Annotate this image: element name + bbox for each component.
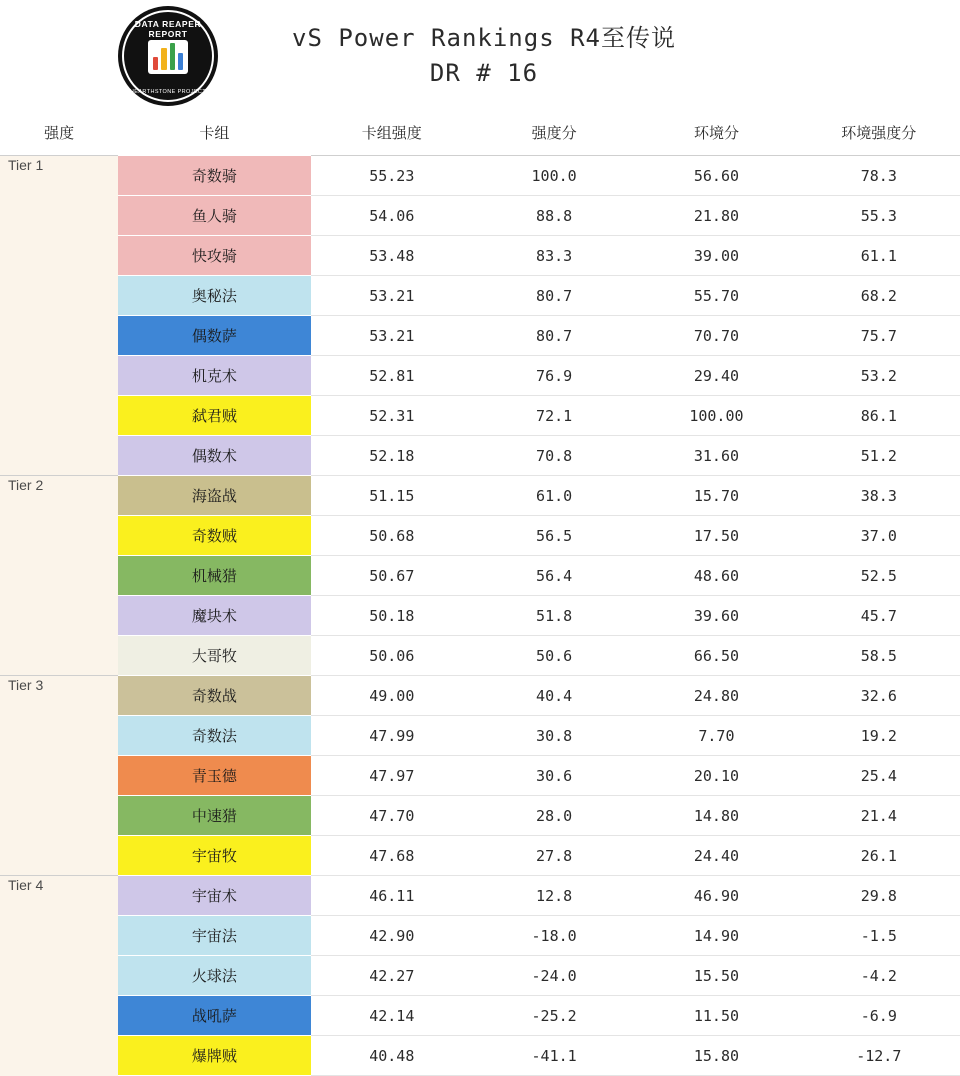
bar-1 xyxy=(153,57,158,70)
table-row xyxy=(0,436,960,476)
deck-name-cell: 奇数法 xyxy=(118,716,310,756)
cell-deck-power: 51.15 xyxy=(311,476,473,516)
cell-meta-power-score: 86.1 xyxy=(798,396,960,436)
table-row xyxy=(0,876,960,916)
table-row xyxy=(0,916,960,956)
table-header xyxy=(0,112,960,156)
table-row xyxy=(0,196,960,236)
cell-deck-power: 47.97 xyxy=(311,756,473,796)
cell-meta-score: 7.70 xyxy=(635,716,797,756)
deck-name-cell: 青玉德 xyxy=(118,756,310,796)
tier-label: Tier 3 xyxy=(0,676,118,876)
cell-power-score: -25.2 xyxy=(473,996,635,1036)
cell-deck-power: 47.68 xyxy=(311,836,473,876)
deck-name-cell: 奇数战 xyxy=(118,676,310,716)
cell-meta-power-score: 38.3 xyxy=(798,476,960,516)
col-header-tier: 强度 xyxy=(0,112,118,156)
cell-meta-power-score: 21.4 xyxy=(798,796,960,836)
col-header-deck: 卡组 xyxy=(118,112,310,156)
cell-deck-power: 40.48 xyxy=(311,1036,473,1076)
title-line-2: DR # 16 xyxy=(429,59,539,87)
cell-meta-power-score: 51.2 xyxy=(798,436,960,476)
title-line-1: vS Power Rankings R4至传说 xyxy=(292,24,676,53)
table-row xyxy=(0,356,960,396)
cell-meta-power-score: 45.7 xyxy=(798,596,960,636)
deck-name-cell: 宇宙牧 xyxy=(118,836,310,876)
table-row xyxy=(0,676,960,716)
cell-meta-score: 39.60 xyxy=(635,596,797,636)
cell-power-score: 72.1 xyxy=(473,396,635,436)
cell-deck-power: 47.70 xyxy=(311,796,473,836)
page-title xyxy=(292,21,676,91)
cell-power-score: 30.8 xyxy=(473,716,635,756)
col-header-meta-score: 环境分 xyxy=(635,112,797,156)
deck-name-cell: 机械猎 xyxy=(118,556,310,596)
cell-meta-score: 21.80 xyxy=(635,196,797,236)
cell-deck-power: 47.99 xyxy=(311,716,473,756)
cell-deck-power: 52.31 xyxy=(311,396,473,436)
table-row xyxy=(0,276,960,316)
cell-power-score: 56.5 xyxy=(473,516,635,556)
deck-name-cell: 宇宙法 xyxy=(118,916,310,956)
cell-meta-score: 14.90 xyxy=(635,916,797,956)
table-row xyxy=(0,516,960,556)
cell-deck-power: 50.06 xyxy=(311,636,473,676)
cell-power-score: 61.0 xyxy=(473,476,635,516)
data-reaper-report-logo xyxy=(118,6,218,106)
table-row xyxy=(0,716,960,756)
table-row xyxy=(0,556,960,596)
cell-power-score: -18.0 xyxy=(473,916,635,956)
cell-meta-power-score: 53.2 xyxy=(798,356,960,396)
deck-name-cell: 鱼人骑 xyxy=(118,196,310,236)
bar-2 xyxy=(161,48,166,70)
cell-power-score: 27.8 xyxy=(473,836,635,876)
header-row xyxy=(0,112,960,156)
logo-bottom-text: HEARTHSTONE PROJECT xyxy=(129,89,207,95)
cell-deck-power: 50.68 xyxy=(311,516,473,556)
deck-name-cell: 机克术 xyxy=(118,356,310,396)
cell-meta-score: 24.40 xyxy=(635,836,797,876)
cell-meta-power-score: 32.6 xyxy=(798,676,960,716)
cell-power-score: 70.8 xyxy=(473,436,635,476)
cell-deck-power: 53.21 xyxy=(311,276,473,316)
cell-meta-power-score: 61.1 xyxy=(798,236,960,276)
cell-meta-score: 20.10 xyxy=(635,756,797,796)
cell-meta-score: 70.70 xyxy=(635,316,797,356)
deck-name-cell: 魔块术 xyxy=(118,596,310,636)
cell-power-score: 83.3 xyxy=(473,236,635,276)
deck-name-cell: 战吼萨 xyxy=(118,996,310,1036)
cell-meta-score: 15.80 xyxy=(635,1036,797,1076)
cell-power-score: 56.4 xyxy=(473,556,635,596)
cell-power-score: 88.8 xyxy=(473,196,635,236)
cell-deck-power: 42.90 xyxy=(311,916,473,956)
cell-meta-score: 15.70 xyxy=(635,476,797,516)
cell-deck-power: 55.23 xyxy=(311,156,473,196)
cell-meta-power-score: 75.7 xyxy=(798,316,960,356)
deck-name-cell: 火球法 xyxy=(118,956,310,996)
table-row xyxy=(0,156,960,196)
cell-deck-power: 52.18 xyxy=(311,436,473,476)
cell-meta-score: 66.50 xyxy=(635,636,797,676)
cell-meta-score: 11.50 xyxy=(635,996,797,1036)
cell-power-score: -24.0 xyxy=(473,956,635,996)
cell-power-score: 80.7 xyxy=(473,276,635,316)
deck-name-cell: 奥秘法 xyxy=(118,276,310,316)
cell-meta-score: 17.50 xyxy=(635,516,797,556)
table-row xyxy=(0,236,960,276)
bar-3 xyxy=(170,43,175,70)
table-row xyxy=(0,596,960,636)
cell-power-score: 12.8 xyxy=(473,876,635,916)
cell-meta-power-score: -1.5 xyxy=(798,916,960,956)
cell-power-score: 40.4 xyxy=(473,676,635,716)
cell-meta-power-score: -12.7 xyxy=(798,1036,960,1076)
cell-meta-score: 48.60 xyxy=(635,556,797,596)
cell-meta-power-score: 55.3 xyxy=(798,196,960,236)
tier-label: Tier 4 xyxy=(0,876,118,1076)
cell-meta-power-score: -4.2 xyxy=(798,956,960,996)
deck-name-cell: 海盗战 xyxy=(118,476,310,516)
table-body xyxy=(0,156,960,1076)
cell-meta-score: 14.80 xyxy=(635,796,797,836)
table-row xyxy=(0,316,960,356)
table-row xyxy=(0,636,960,676)
cell-power-score: -41.1 xyxy=(473,1036,635,1076)
tier-label: Tier 2 xyxy=(0,476,118,676)
deck-name-cell: 宇宙术 xyxy=(118,876,310,916)
cell-meta-score: 24.80 xyxy=(635,676,797,716)
cell-power-score: 100.0 xyxy=(473,156,635,196)
report-header xyxy=(0,0,960,112)
cell-deck-power: 53.21 xyxy=(311,316,473,356)
cell-meta-score: 56.60 xyxy=(635,156,797,196)
table-row xyxy=(0,756,960,796)
table-row xyxy=(0,796,960,836)
table-row xyxy=(0,836,960,876)
cell-deck-power: 53.48 xyxy=(311,236,473,276)
cell-meta-score: 15.50 xyxy=(635,956,797,996)
cell-meta-power-score: 25.4 xyxy=(798,756,960,796)
cell-power-score: 30.6 xyxy=(473,756,635,796)
deck-name-cell: 奇数贼 xyxy=(118,516,310,556)
cell-meta-score: 31.60 xyxy=(635,436,797,476)
deck-name-cell: 弑君贼 xyxy=(118,396,310,436)
tier-label: Tier 1 xyxy=(0,156,118,476)
cell-meta-score: 46.90 xyxy=(635,876,797,916)
cell-power-score: 50.6 xyxy=(473,636,635,676)
cell-meta-power-score: 37.0 xyxy=(798,516,960,556)
cell-deck-power: 50.67 xyxy=(311,556,473,596)
col-header-deck-power: 卡组强度 xyxy=(311,112,473,156)
deck-name-cell: 奇数骑 xyxy=(118,156,310,196)
table-row xyxy=(0,996,960,1036)
deck-name-cell: 偶数萨 xyxy=(118,316,310,356)
cell-deck-power: 54.06 xyxy=(311,196,473,236)
cell-meta-score: 39.00 xyxy=(635,236,797,276)
table-row xyxy=(0,1036,960,1076)
deck-name-cell: 偶数术 xyxy=(118,436,310,476)
cell-meta-power-score: 29.8 xyxy=(798,876,960,916)
col-header-power-score: 强度分 xyxy=(473,112,635,156)
cell-deck-power: 50.18 xyxy=(311,596,473,636)
cell-meta-power-score: 78.3 xyxy=(798,156,960,196)
power-rankings-table xyxy=(0,112,960,1076)
cell-meta-power-score: -6.9 xyxy=(798,996,960,1036)
table-row xyxy=(0,956,960,996)
cell-meta-power-score: 58.5 xyxy=(798,636,960,676)
cell-meta-score: 55.70 xyxy=(635,276,797,316)
deck-name-cell: 中速猎 xyxy=(118,796,310,836)
cell-deck-power: 42.27 xyxy=(311,956,473,996)
cell-deck-power: 42.14 xyxy=(311,996,473,1036)
cell-deck-power: 46.11 xyxy=(311,876,473,916)
cell-meta-power-score: 52.5 xyxy=(798,556,960,596)
cell-power-score: 76.9 xyxy=(473,356,635,396)
deck-name-cell: 爆牌贼 xyxy=(118,1036,310,1076)
cell-deck-power: 52.81 xyxy=(311,356,473,396)
cell-deck-power: 49.00 xyxy=(311,676,473,716)
cell-meta-score: 29.40 xyxy=(635,356,797,396)
col-header-meta-power-score: 环境强度分 xyxy=(798,112,960,156)
cell-meta-power-score: 26.1 xyxy=(798,836,960,876)
cell-meta-power-score: 68.2 xyxy=(798,276,960,316)
cell-power-score: 51.8 xyxy=(473,596,635,636)
deck-name-cell: 快攻骑 xyxy=(118,236,310,276)
deck-name-cell: 大哥牧 xyxy=(118,636,310,676)
cell-power-score: 28.0 xyxy=(473,796,635,836)
bar-4 xyxy=(178,53,183,70)
cell-meta-power-score: 19.2 xyxy=(798,716,960,756)
table-row xyxy=(0,476,960,516)
table-row xyxy=(0,396,960,436)
cell-meta-score: 100.00 xyxy=(635,396,797,436)
cell-power-score: 80.7 xyxy=(473,316,635,356)
bar-chart-icon xyxy=(148,40,188,74)
logo-top-text: DATA REAPER REPORT xyxy=(134,19,202,39)
